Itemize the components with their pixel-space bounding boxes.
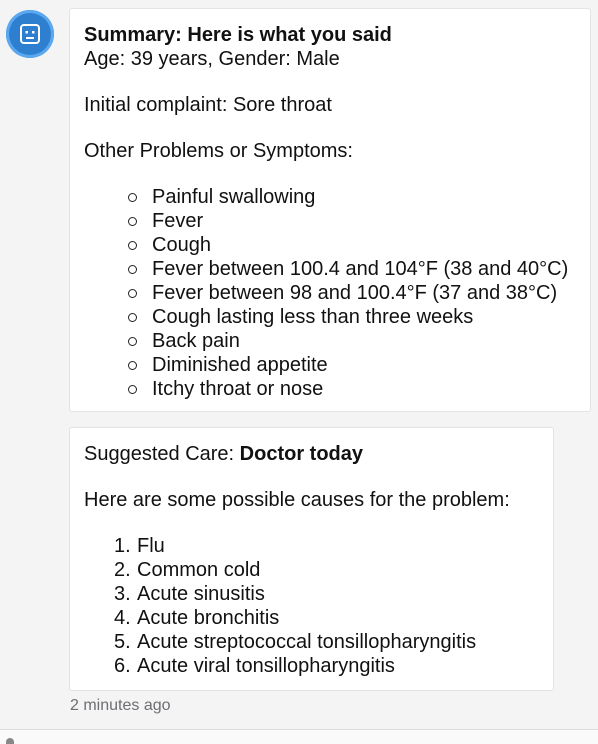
bullet-icon — [128, 385, 137, 394]
bullet-icon — [128, 265, 137, 274]
suggested-care-card — [69, 427, 554, 691]
summary-title: Summary: Here is what you said — [84, 24, 392, 46]
initial-complaint: Initial complaint: Sore throat — [84, 94, 332, 116]
bullet-icon — [128, 241, 137, 250]
bullet-icon — [128, 193, 137, 202]
bullet-icon — [128, 313, 137, 322]
cause-item: 3. Acute sinusitis — [114, 583, 265, 605]
cause-item: 2. Common cold — [114, 559, 261, 581]
symptom-item: Diminished appetite — [110, 353, 576, 377]
causes-list — [84, 534, 539, 678]
symptom-list — [84, 185, 576, 401]
summary-card — [69, 8, 591, 412]
bullet-icon — [128, 361, 137, 370]
other-symptoms-heading: Other Problems or Symptoms: — [84, 140, 353, 162]
suggested-care — [84, 442, 539, 466]
symptom-item: Fever between 100.4 and 104°F (38 and 40°C) — [110, 257, 576, 281]
cause-item: 4. Acute bronchitis — [114, 607, 280, 629]
symptom-item: Fever — [110, 209, 576, 233]
bot-avatar — [6, 10, 54, 58]
symptom-item: Back pain — [110, 329, 576, 353]
causes-intro: Here are some possible causes for the problem: — [84, 489, 510, 511]
cause-item: 1. Flu — [114, 535, 165, 557]
age-gender: Age: 39 years, Gender: Male — [84, 48, 340, 70]
symptom-item: Fever between 98 and 100.4°F (37 and 38°C) — [110, 281, 576, 305]
chat-bot-icon — [19, 23, 41, 45]
avatar-partial-icon — [6, 738, 14, 744]
cause-item: 5. Acute streptococcal tonsillopharyngitis — [114, 631, 477, 653]
cause-item: 6. Acute viral tonsillopharyngitis — [114, 655, 395, 677]
bullet-icon — [128, 337, 137, 346]
symptom-item: Painful swallowing — [110, 185, 576, 209]
bullet-icon — [128, 217, 137, 226]
message-timestamp: 2 minutes ago — [70, 697, 171, 714]
input-area — [0, 730, 598, 744]
symptom-item: Itchy throat or nose — [110, 377, 576, 401]
symptom-item: Cough lasting less than three weeks — [110, 305, 576, 329]
suggested-care-value: Doctor today — [239, 443, 363, 465]
symptom-item: Cough — [110, 233, 576, 257]
suggested-care-label: Suggested Care: — [84, 443, 240, 465]
bullet-icon — [128, 289, 137, 298]
